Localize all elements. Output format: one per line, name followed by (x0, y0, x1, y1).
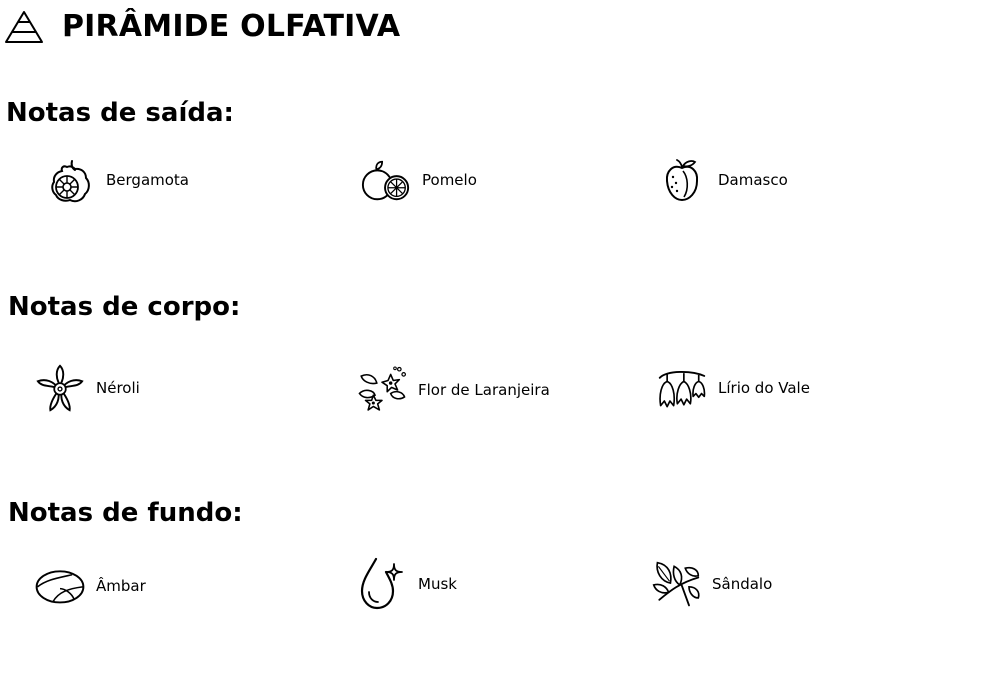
musk-drop-icon (356, 558, 408, 610)
note-item-flor-de-laranjeira (356, 362, 550, 418)
note-item-sandalo (650, 556, 772, 612)
sandalwood-leaves-icon (650, 558, 702, 610)
note-label: Âmbar (96, 577, 146, 595)
note-item-ambar (34, 558, 146, 614)
pomelo-icon (360, 154, 412, 206)
note-item-damasco (656, 152, 788, 208)
page-title: PIRÂMIDE OLFATIVA (62, 9, 401, 44)
amber-stone-icon (34, 560, 86, 612)
pyramid-icon (4, 9, 44, 45)
note-label: Bergamota (106, 171, 189, 189)
page-header (4, 6, 400, 48)
note-label: Néroli (96, 379, 140, 397)
note-item-neroli (34, 360, 140, 416)
note-label: Musk (418, 575, 457, 593)
note-item-musk (356, 556, 457, 612)
neroli-flower-icon (34, 362, 86, 414)
note-item-pomelo (360, 152, 477, 208)
note-label: Lírio do Vale (718, 379, 810, 397)
note-label: Damasco (718, 171, 788, 189)
section-title-heart-notes: Notas de corpo: (8, 292, 241, 322)
note-item-bergamota (44, 152, 189, 208)
section-title-base-notes: Notas de fundo: (8, 498, 243, 528)
lily-of-the-valley-icon (656, 362, 708, 414)
note-label: Flor de Laranjeira (418, 381, 550, 399)
bergamot-icon (44, 154, 96, 206)
orange-blossom-icon (356, 364, 408, 416)
note-label: Pomelo (422, 171, 477, 189)
note-item-lirio-do-vale (656, 360, 810, 416)
note-label: Sândalo (712, 575, 773, 593)
section-title-top-notes: Notas de saída: (6, 98, 234, 128)
apricot-icon (656, 154, 708, 206)
